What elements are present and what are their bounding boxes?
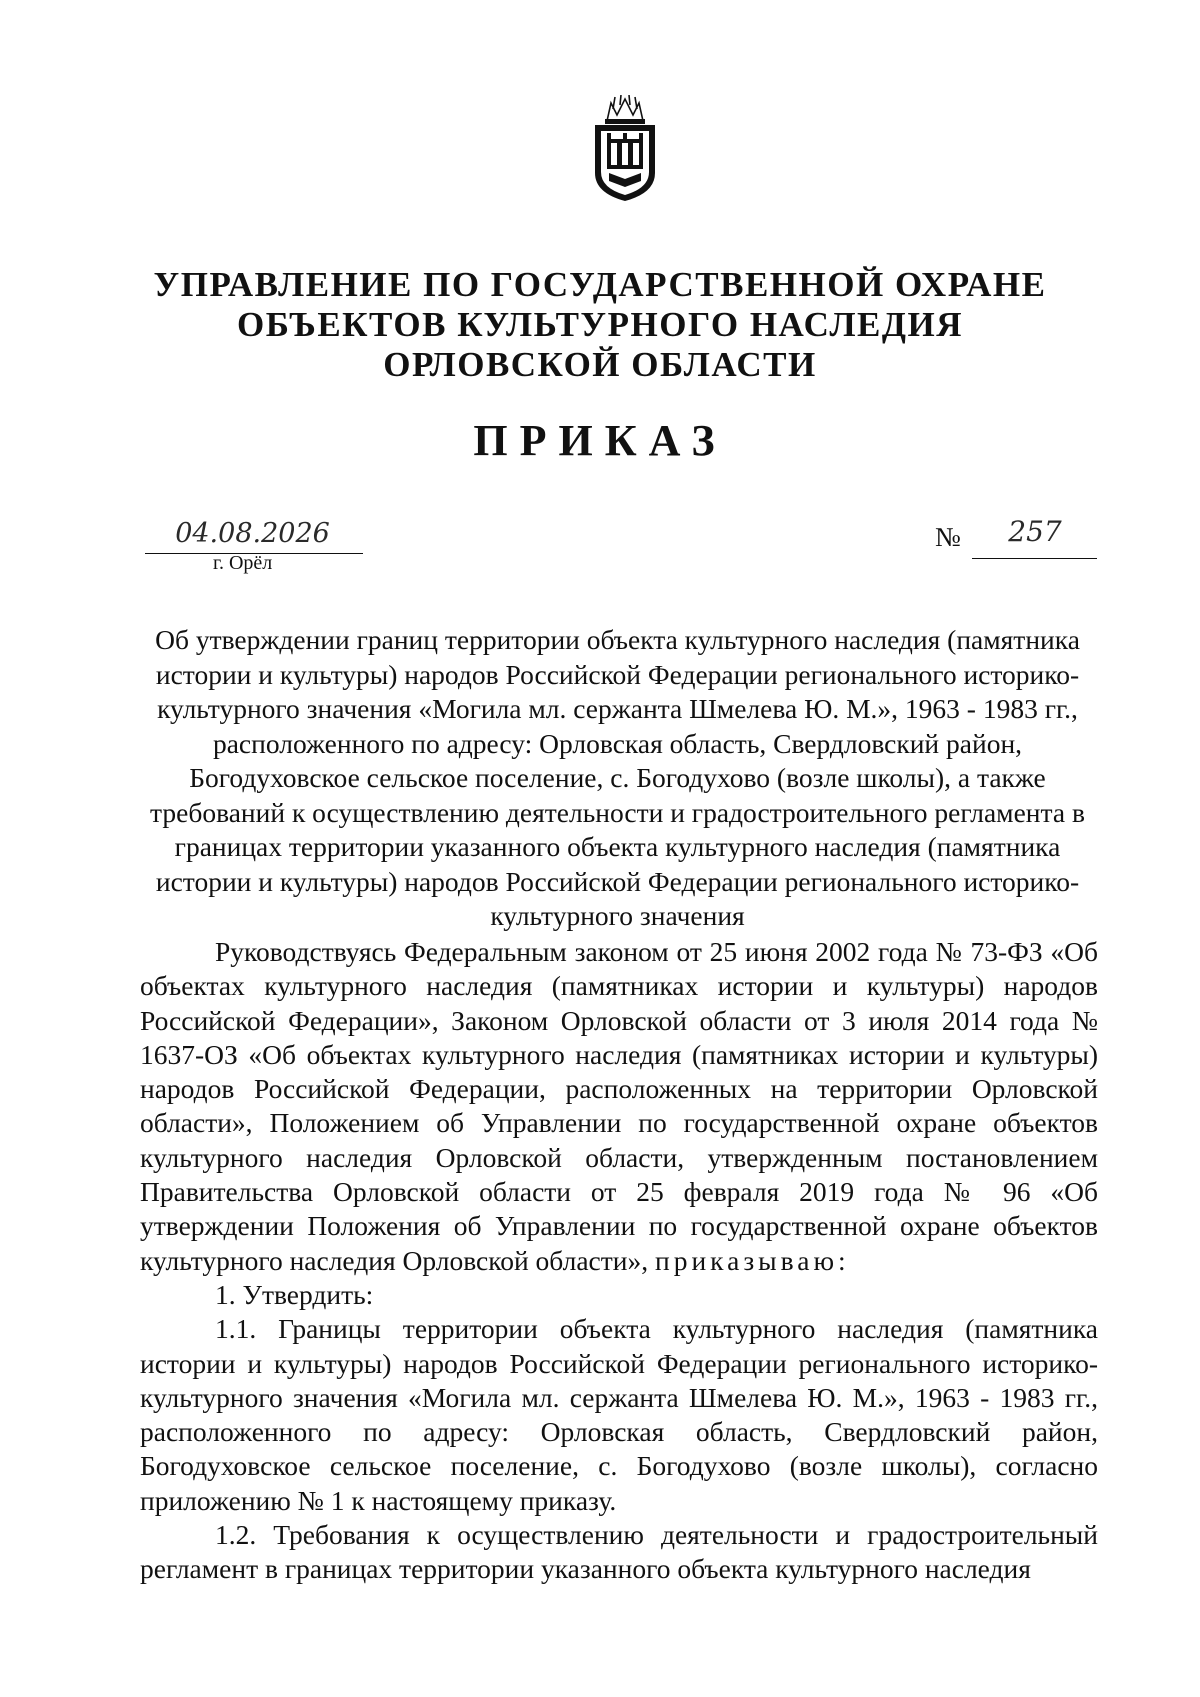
order-subject: Об утверждении границ территории объекта культурного наследия (памятника истории и культуры) народов Российской Федерации регионального историко-культурного значения «Могила мл. сержанта Шмелева Ю. М.», 1963 - 1983 гг., расположенного по адресу: Орловская область, Свердловский район, Богодуховское сельское поселение, с. Богодухово (возле школы), а также требований к осуществлению деятельности и градостроительного регламента в границах территории указанного объекта культурного наследия (памятника истории и культуры) народов Российской Федерации регионального историко-культурного значения xyxy=(150,624,1085,931)
document-title: ПРИКАЗ xyxy=(473,416,727,465)
preamble-paragraph xyxy=(140,935,1098,1278)
header-line-3: ОРЛОВСКОЙ ОБЛАСТИ xyxy=(383,345,817,384)
item-1-2: 1.2. Требования к осуществлению деятельности и градостроительный регламент в границах территории указанного объекта культурного наследия xyxy=(140,1519,1098,1585)
header-line-1: УПРАВЛЕНИЕ ПО ГОСУДАРСТВЕННОЙ ОХРАНЕ xyxy=(153,265,1047,304)
number-underline xyxy=(972,558,1097,559)
header-line-2: ОБЪЕКТОВ КУЛЬТУРНОГО НАСЛЕДИЯ xyxy=(237,305,963,344)
order-date: 04.08.2026 xyxy=(175,518,330,549)
order-number: 257 xyxy=(1008,515,1062,548)
order-word: приказываю: xyxy=(654,1244,850,1276)
number-label: № xyxy=(935,522,961,552)
city-label: г. Орёл xyxy=(213,552,273,574)
item-1-1: 1.1. Границы территории объекта культурного наследия (памятника истории и культуры) народов Российской Федерации регионального историко-культурного значения «Могила мл. сержанта Шмелева Ю. М.», 1963 - 1983 гг., расположенного по адресу: Орловская область, Свердловский район, Богодуховское сельское поселение, с. Богодухово (возле школы), согласно приложению № 1 к настоящему приказу. xyxy=(140,1313,1098,1516)
coat-of-arms-emblem xyxy=(575,95,675,205)
order-body xyxy=(140,935,1098,1587)
item-1: 1. Утвердить: xyxy=(215,1278,374,1310)
preamble-text: Руководствуясь Федеральным законом от 25 июня 2002 года № 73-ФЗ «Об объектах культурного наследия (памятниках истории и культуры) народов Российской Федерации», Законом Орловской области от 3 июля 2014 года № 1637-ОЗ «Об объектах культурного наследия (памятниках истории и культуры) народов Российской Федерации, расположенных на территории Орловской области», Положением об Управлении по государственной охране объектов культурного наследия Орловской области, утвержденным постановлением Правительства Орловской области от 25 февраля 2019 года № 96 «Об утверждении Положения об Управлении по государственной охране объектов культурного наследия Орловской области», xyxy=(140,936,1098,1276)
